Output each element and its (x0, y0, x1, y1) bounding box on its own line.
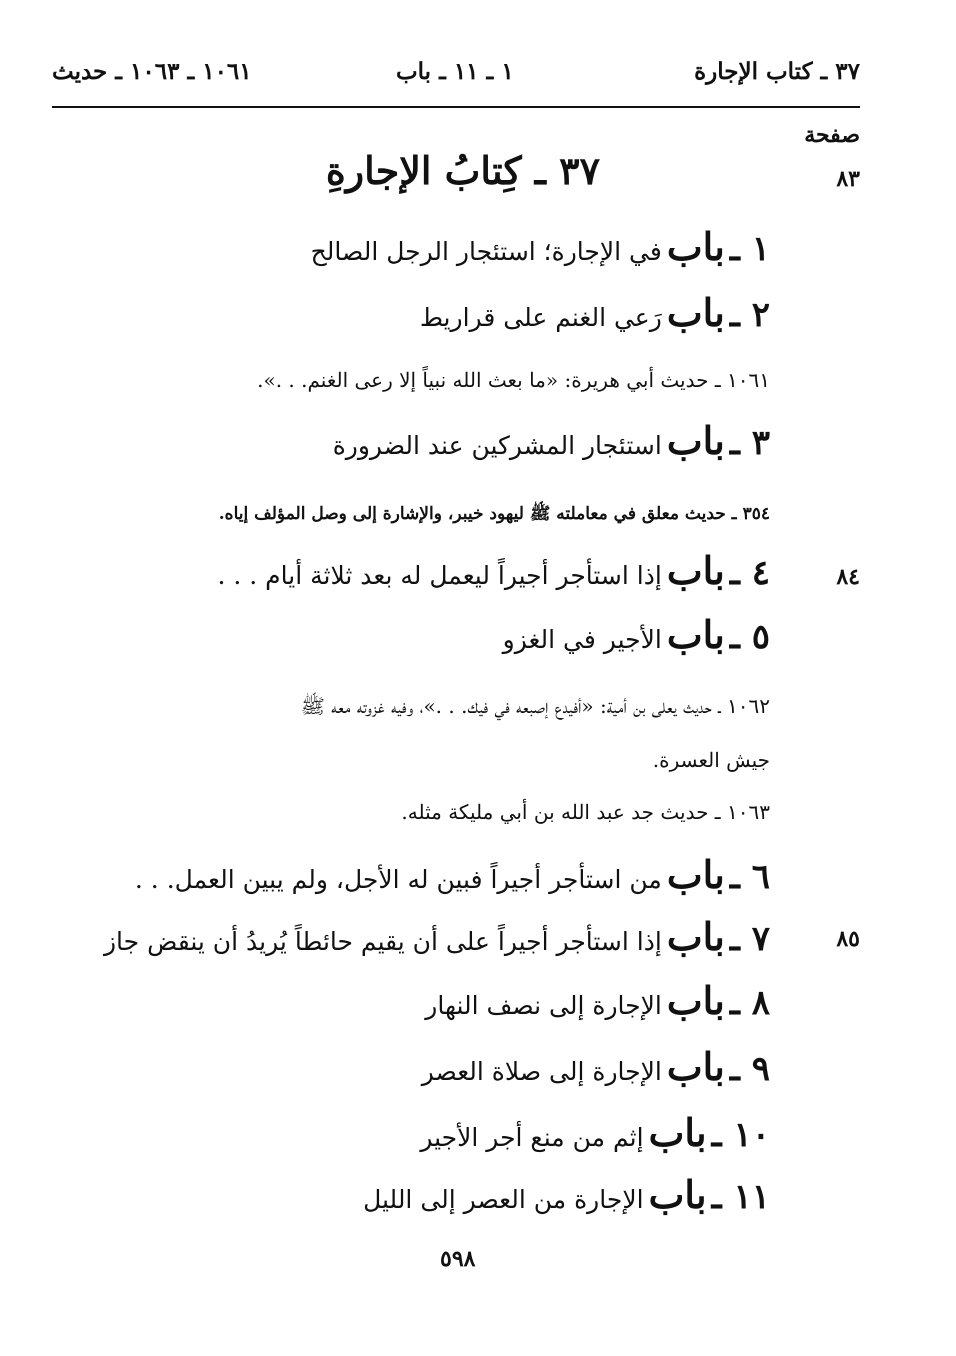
chapter-number: ١٠ ـ (711, 1115, 770, 1155)
chapter-8 (425, 978, 770, 1023)
chapter-number: ٦ ـ (729, 857, 770, 897)
chapter-number: ١١ ـ (711, 1177, 770, 1217)
hadith-1062-line-2: جيش العسرة. (652, 748, 770, 772)
header-bab-range: ١ ـ ١١ ـ باب (396, 58, 514, 85)
chapter-title: من استأجر أجيراً فبين له الأجل، ولم يبين العمل. . . (134, 865, 662, 894)
bab-word: باب (666, 1044, 725, 1089)
chapter-title: الإجارة إلى نصف النهار (425, 991, 662, 1020)
chapter-number: ٢ ـ (729, 295, 770, 335)
chapter-4 (217, 548, 770, 593)
bab-word: باب (666, 290, 725, 335)
bab-word: باب (666, 852, 725, 897)
chapter-7 (104, 914, 770, 959)
chapter-title: استئجار المشركين عند الضرورة (332, 431, 662, 460)
chapter-title: إذا استأجر أجيراً ليعمل له بعد ثلاثة أيام . . . (217, 561, 662, 590)
header-rule (52, 106, 860, 108)
header-chapter-title: ٣٧ ـ كتاب الإجارة (694, 58, 860, 85)
chapter-10 (420, 1110, 770, 1155)
chapter-title: في الإجارة؛ استئجار الرجل الصالح (310, 237, 662, 266)
chapter-1 (311, 224, 770, 269)
hadith-1061: ١٠٦١ ـ حديث أبي هريرة: «ما بعث الله نبياً إلا رعى الغنم. . .». (257, 368, 770, 392)
bab-word: باب (666, 224, 725, 269)
page-column-label: صفحة (804, 122, 860, 148)
chapter-11 (363, 1172, 770, 1217)
chapter-number: ٤ ـ (729, 553, 770, 593)
bab-word: باب (666, 914, 725, 959)
hadith-1063: ١٠٦٣ ـ حديث جد عبد الله بن أبي مليكة مثله. (401, 800, 770, 824)
chapter-title: الإجارة من العصر إلى الليل (363, 1185, 644, 1214)
chapter-title: إثم من منع أجر الأجير (420, 1123, 644, 1152)
chapter-2 (420, 290, 770, 335)
bab-word: باب (666, 418, 725, 463)
chapter-title: الإجارة إلى صلاة العصر (421, 1057, 662, 1086)
chapter-5 (503, 612, 770, 657)
page-number-85: ٨٥ (836, 926, 860, 952)
page-number-83: ٨٣ (836, 166, 860, 192)
hadith-1062-line-1: ١٠٦٢ ـ حديث يعلى بن أمية: «أفيدع إصبعه في فيك. . .»، وفيه غزوته معه ﷺ (300, 694, 770, 718)
book-title: ٣٧ ـ كِتابُ الإجارةِ (325, 148, 600, 193)
chapter-title: الأجير في الغزو (502, 625, 662, 654)
chapter-9 (422, 1044, 770, 1089)
chapter-title: إذا استأجر أجيراً على أن يقيم حائطاً يُريدُ أن ينقض جاز (103, 927, 662, 956)
chapter-number: ٥ ـ (729, 617, 770, 657)
footer-page-number: ٥٩٨ (440, 1246, 476, 1272)
bab-word: باب (666, 978, 725, 1023)
chapter-number: ٨ ـ (729, 983, 770, 1023)
chapter-6 (135, 852, 770, 897)
bab-word: باب (648, 1110, 707, 1155)
chapter-title: رَعي الغنم على قراريط (419, 303, 662, 332)
chapter-3 (333, 418, 770, 463)
header-hadith-range: ١٠٦١ ـ ١٠٦٣ ـ حديث (52, 58, 252, 85)
hadith-354: ٣٥٤ ـ حديث معلق في معاملته ﷺ ليهود خيبر، والإشارة إلى وصل المؤلف إياه. (218, 504, 770, 524)
chapter-number: ٣ ـ (729, 423, 770, 463)
chapter-number: ٧ ـ (729, 919, 770, 959)
bab-word: باب (666, 548, 725, 593)
bab-word: باب (648, 1172, 707, 1217)
chapter-number: ١ ـ (729, 229, 770, 269)
chapter-number: ٩ ـ (729, 1049, 770, 1089)
page-number-84: ٨٤ (836, 564, 860, 590)
bab-word: باب (666, 612, 725, 657)
